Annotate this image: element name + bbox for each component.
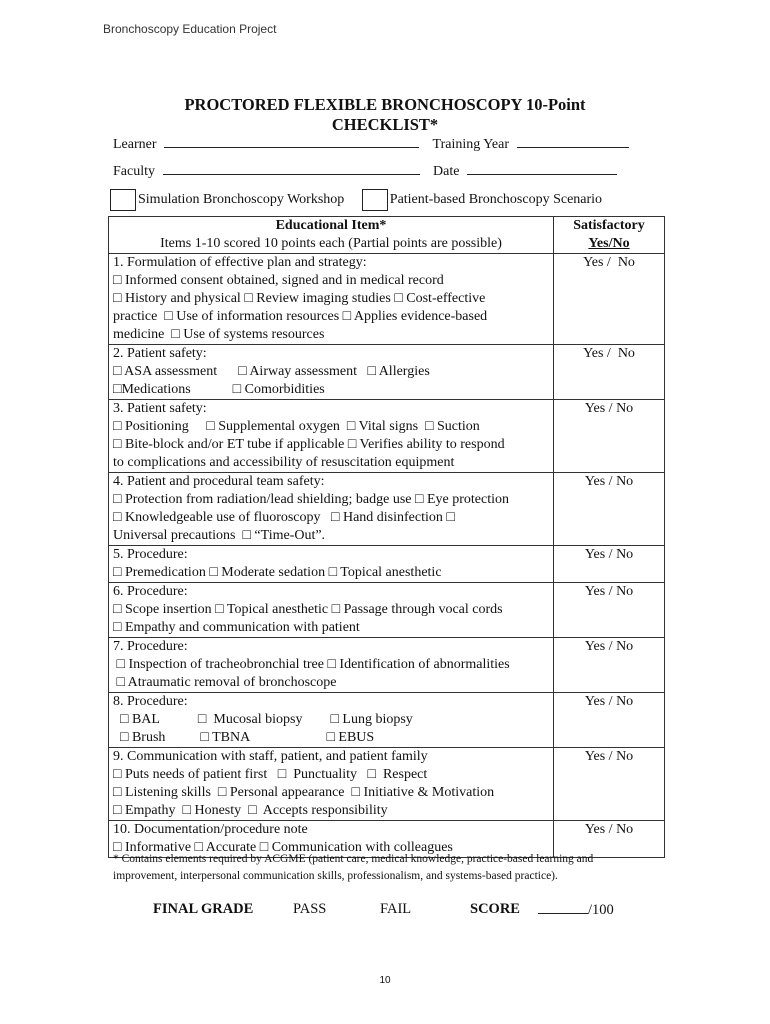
page-title (110, 95, 660, 135)
faculty-label: Faculty (113, 164, 155, 179)
running-header: Bronchoscopy Education Project (103, 22, 277, 36)
answer-cell[interactable]: Yes / No (554, 583, 665, 638)
item-line: □Medications □ Comorbidities (113, 382, 325, 397)
item-cell (109, 345, 554, 400)
fail-option[interactable]: FAIL (380, 901, 412, 917)
item-line: practice □ Use of information resources □ Applies evidence-based (113, 309, 488, 324)
item-line: □ History and physical □ Review imaging studies □ Cost-effective (113, 291, 486, 306)
item-cell (109, 693, 554, 748)
satisfactory-header (554, 217, 665, 254)
footnote-line-1: * Contains elements required by ACGME (patient care, medical knowledge, practice-based learning and (113, 853, 594, 865)
final-grade-label: FINAL GRADE (153, 901, 254, 917)
item-line: to complications and accessibility of resuscitation equipment (113, 455, 455, 470)
answer-cell[interactable]: Yes / No (554, 821, 665, 858)
scenario-options (110, 189, 602, 213)
checklist-row (109, 546, 665, 583)
item-header-title: Educational Item* (275, 218, 387, 233)
item-cell (109, 638, 554, 693)
item-line: 6. Procedure: (113, 584, 188, 599)
item-line: □ Positioning □ Supplemental oxygen □ Vital signs □ Suction (113, 419, 480, 434)
item-line: □ Premedication □ Moderate sedation □ Topical anesthetic (113, 565, 442, 580)
checklist-row (109, 693, 665, 748)
item-line: □ ASA assessment □ Airway assessment □ Allergies (113, 364, 430, 379)
item-line: 2. Patient safety: (113, 346, 207, 361)
training-year-label: Training Year (432, 137, 510, 152)
item-line: □ Listening skills □ Personal appearance □ Initiative & Motivation (113, 785, 495, 800)
item-header-sub: Items 1-10 scored 10 points each (Partial points are possible) (160, 236, 502, 251)
answer-cell[interactable]: Yes / No (554, 638, 665, 693)
item-line: medicine □ Use of systems resources (113, 327, 325, 342)
faculty-field[interactable] (163, 162, 420, 175)
learner-row (113, 135, 629, 153)
item-line: 10. Documentation/procedure note (113, 822, 308, 837)
checklist-row (109, 473, 665, 546)
answer-cell[interactable]: Yes / No (554, 748, 665, 821)
item-line: □ Knowledgeable use of fluoroscopy □ Hand disinfection □ (113, 510, 455, 525)
item-cell (109, 583, 554, 638)
title-line-2: CHECKLIST* (331, 115, 439, 134)
answer-cell[interactable]: Yes / No (554, 254, 665, 345)
item-line: 3. Patient safety: (113, 401, 207, 416)
answer-cell[interactable]: Yes / No (554, 400, 665, 473)
checklist-table (108, 216, 665, 858)
item-cell (109, 254, 554, 345)
item-line: □ Protection from radiation/lead shielding; badge use □ Eye protection (113, 492, 509, 507)
footnote-line-2: improvement, interpersonal communication skills, professionalism, and systems-based practice). (113, 870, 558, 882)
score-field (538, 901, 614, 919)
item-line: □ Inspection of tracheobronchial tree □ Identification of abnormalities (113, 657, 510, 672)
item-cell (109, 546, 554, 583)
item-line: □ Puts needs of patient first □ Punctuality □ Respect (113, 767, 428, 782)
checklist-row (109, 748, 665, 821)
item-line: 8. Procedure: (113, 694, 188, 709)
footnote (113, 851, 653, 885)
date-label: Date (433, 164, 460, 179)
answer-cell[interactable]: Yes / No (554, 345, 665, 400)
simulation-checkbox[interactable] (110, 189, 136, 211)
item-line: 5. Procedure: (113, 547, 188, 562)
checklist-row (109, 583, 665, 638)
page-number: 10 (379, 975, 391, 986)
faculty-row (113, 162, 617, 180)
patient-checkbox[interactable] (362, 189, 388, 211)
patient-label: Patient-based Bronchoscopy Scenario (389, 192, 603, 207)
item-line: Universal precautions □ “Time-Out”. (113, 528, 326, 543)
item-line: □ Empathy □ Honesty □ Accepts responsibility (113, 803, 388, 818)
item-cell (109, 748, 554, 821)
item-line: □ Bite-block and/or ET tube if applicable □ Verifies ability to respond (113, 437, 505, 452)
learner-field[interactable] (164, 135, 419, 148)
checklist-row (109, 345, 665, 400)
satisfactory-sub: Yes/No (588, 236, 630, 251)
item-cell (109, 400, 554, 473)
item-header (109, 217, 554, 254)
item-line: □ Empathy and communication with patient (113, 620, 360, 635)
date-field[interactable] (467, 162, 617, 175)
training-year-field[interactable] (517, 135, 629, 148)
item-line: □ Informative □ Accurate □ Communication with colleagues (113, 840, 453, 855)
score-blank[interactable] (538, 901, 588, 914)
item-line: □ Informed consent obtained, signed and in medical record (113, 273, 444, 288)
item-line: 7. Procedure: (113, 639, 188, 654)
satisfactory-title: Satisfactory (573, 218, 645, 233)
checklist-row (109, 254, 665, 345)
learner-label: Learner (113, 137, 157, 152)
item-line: □ BAL □ Mucosal biopsy □ Lung biopsy (113, 712, 413, 727)
checklist-row (109, 400, 665, 473)
item-line: □ Brush □ TBNA □ EBUS (113, 730, 375, 745)
title-line-1: PROCTORED FLEXIBLE BRONCHOSCOPY 10-Point (184, 95, 586, 114)
item-line: □ Atraumatic removal of bronchoscope (113, 675, 337, 690)
score-label: SCORE (470, 901, 520, 917)
checklist-row (109, 638, 665, 693)
simulation-label: Simulation Bronchoscopy Workshop (138, 192, 345, 207)
item-line: 1. Formulation of effective plan and strategy: (113, 255, 367, 270)
item-line: 4. Patient and procedural team safety: (113, 474, 325, 489)
answer-cell[interactable]: Yes / No (554, 473, 665, 546)
item-cell (109, 473, 554, 546)
item-line: □ Scope insertion □ Topical anesthetic □ Passage through vocal cords (113, 602, 503, 617)
score-suffix: /100 (588, 902, 614, 918)
pass-option[interactable]: PASS (293, 901, 327, 917)
item-line: 9. Communication with staff, patient, and patient family (113, 749, 428, 764)
table-header-row (109, 217, 665, 254)
answer-cell[interactable]: Yes / No (554, 693, 665, 748)
answer-cell[interactable]: Yes / No (554, 546, 665, 583)
